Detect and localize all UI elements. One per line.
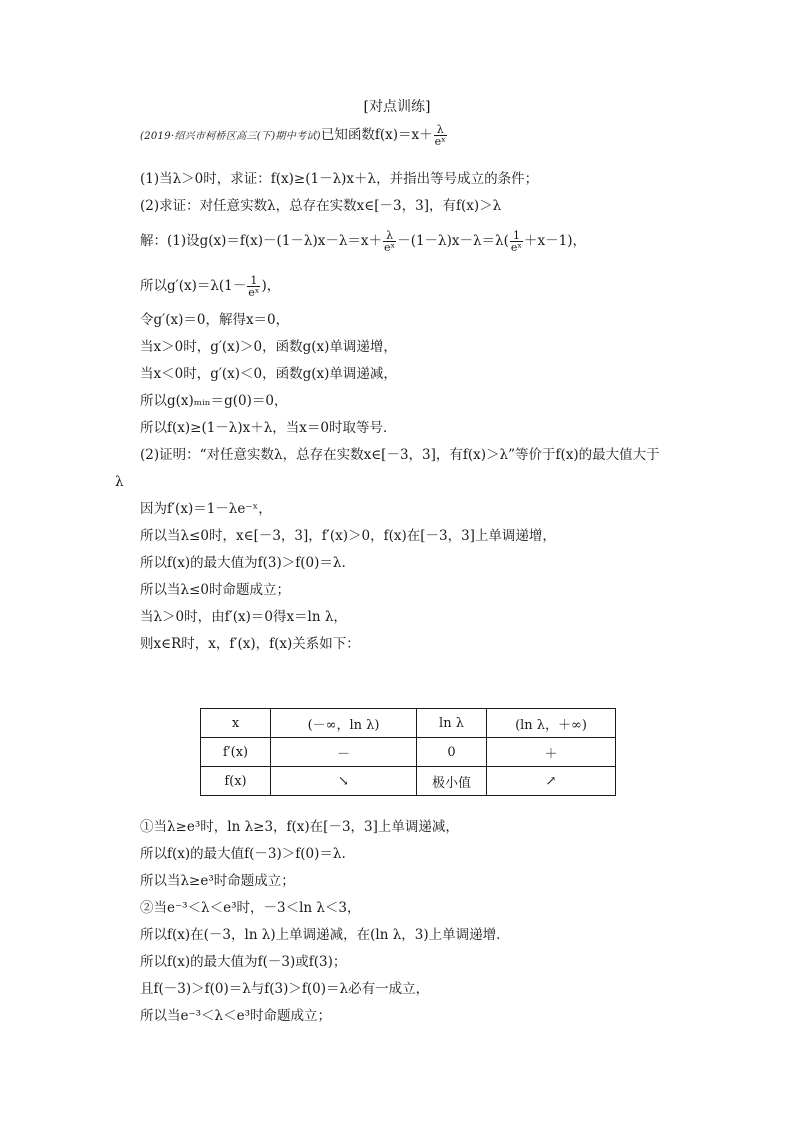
solution-line: ②当e⁻³＜λ＜e³时，－3＜ln λ＜3， [140, 900, 361, 916]
solution-line: λ [115, 474, 124, 490]
question-1: (1)当λ＞0时，求证：f(x)≥(1－λ)x＋λ，并指出等号成立的条件； [140, 171, 539, 187]
table-row [201, 767, 616, 796]
fraction: $\frac{1}{\text{eˣ}}$ [248, 274, 260, 299]
solution-line: 当x＜0时，g′(x)＜0，函数g(x)单调递减， [140, 366, 397, 382]
fraction: $\frac{\lambda}{\text{eˣ}}$ [434, 123, 446, 148]
solution-line: 所以f(x)的最大值为f(3)＞f(0)＝λ. [140, 555, 346, 571]
solution-line: 令g′(x)＝0，解得x＝0， [140, 312, 290, 328]
solution-line: 则x∈R时，x，f′(x)，f(x)关系如下： [140, 636, 360, 652]
table-cell: ＋ [487, 738, 616, 767]
table-cell: 极小值 [417, 767, 487, 796]
table-cell: f′(x) [201, 738, 271, 767]
solution-line: 所以f(x)的最大值f(－3)＞f(0)＝λ. [140, 846, 346, 862]
section-title: [对点训练] [363, 99, 431, 115]
fraction: $\frac{1}{\text{eˣ}}$ [510, 229, 523, 254]
table-cell: 0 [417, 738, 487, 767]
sign-table-grid [200, 708, 616, 796]
solution-line: ①当λ≥e³时，ln λ≥3，f(x)在[－3，3]上单调递减， [140, 819, 459, 835]
table-cell: (ln λ，＋∞) [487, 709, 616, 738]
table-row [201, 709, 616, 738]
problem-source: (2019·绍兴市柯桥区高三(下)期中考试) [140, 131, 321, 142]
table-cell: － [271, 738, 417, 767]
table-cell: ↘ [271, 767, 417, 796]
solution-line: 所以当λ≥e³时命题成立； [140, 873, 295, 889]
problem-stem-text: 已知函数f(x)＝x＋ [320, 127, 433, 143]
solution-line: 所以f(x)≥(1－λ)x＋λ，当x＝0时取等号． [140, 420, 397, 436]
solution-line: 所以g′(x)＝λ(1－ $\frac{1}{\text{eˣ}}$ )， [140, 274, 281, 299]
table-cell: (－∞，ln λ) [271, 709, 417, 738]
solution-line: 且f(－3)＞f(0)＝λ与f(3)＞f(0)＝λ必有一成立， [140, 981, 430, 997]
table-row [201, 738, 616, 767]
solution-line: 当x＞0时，g′(x)＞0，函数g(x)单调递增， [140, 339, 397, 355]
fraction: $\frac{\lambda}{\text{eˣ}}$ [384, 229, 396, 254]
solution-line: (2)证明：“对任意实数λ，总存在实数x∈[－3，3]，有f(x)＞λ”等价于f(x)的最大值大于 [140, 447, 660, 463]
solution-line: 当λ＞0时，由f′(x)＝0得x＝ln λ， [140, 609, 347, 625]
solution-line: 因为f′(x)＝1－λe⁻ˣ， [140, 501, 272, 517]
problem-stem [140, 124, 448, 147]
table-cell: f(x) [201, 767, 271, 796]
solution-line: 所以g(x)ₘᵢₙ＝g(0)＝0， [140, 393, 288, 409]
table-cell: ↗ [487, 767, 616, 796]
solution-line: 所以当λ≤0时命题成立； [140, 582, 290, 598]
table-cell: x [201, 709, 271, 738]
solution-line: 所以当λ≤0时，x∈[－3，3]，f′(x)＞0，f(x)在[－3，3]上单调递增， [140, 528, 556, 544]
solution-line: 所以f(x)的最大值为f(－3)或f(3)； [140, 954, 347, 970]
sign-table [200, 708, 616, 796]
solution-line: 所以f(x)在(－3，ln λ)上单调递减，在(ln λ，3)上单调递增． [140, 927, 510, 943]
solution-line: 解：(1)设g(x)＝f(x)－(1－λ)x－λ＝x＋ $\frac{\lambda}{\text{eˣ}}$ －(1－λ)x－λ＝λ( $\frac{1}{\text{eˣ}}$ ＋x－1)， [140, 229, 587, 254]
solution-line: 所以当e⁻³＜λ＜e³时命题成立； [140, 1008, 331, 1024]
table-cell: ln λ [417, 709, 487, 738]
question-2: (2)求证：对任意实数λ，总存在实数x∈[－3，3]，有f(x)＞λ [140, 198, 502, 214]
